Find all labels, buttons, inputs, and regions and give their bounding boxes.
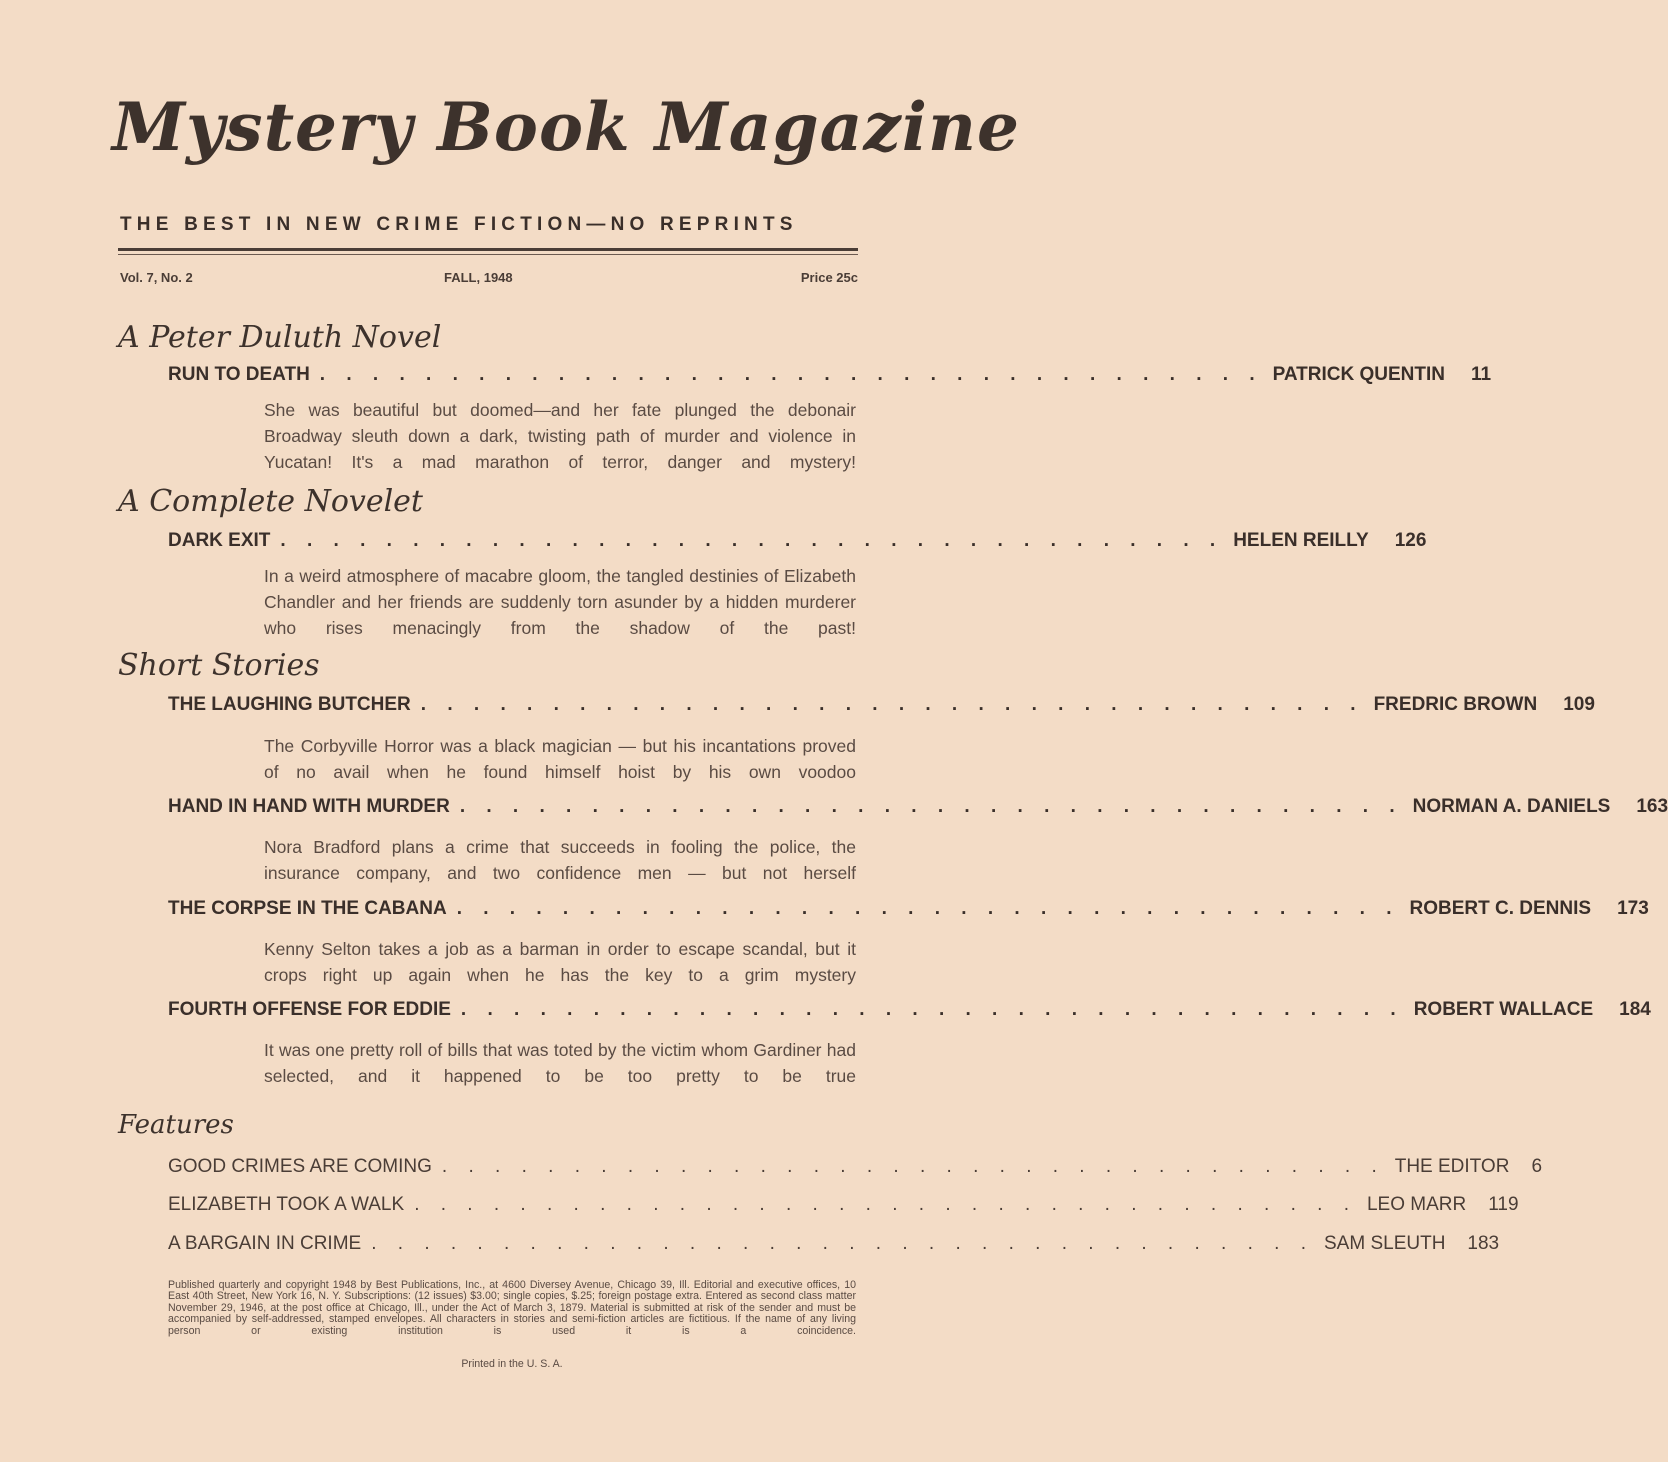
story-title: THE LAUGHING BUTCHER [168,694,411,715]
feature-title: A BARGAIN IN CRIME [168,1233,362,1254]
toc-entry[interactable] [168,999,1651,1021]
volume-number: Vol. 7, No. 2 [120,270,193,285]
toc-entry[interactable] [168,898,1649,920]
story-title: DARK EXIT [168,530,271,551]
divider-rule [118,248,858,251]
story-title: THE CORPSE IN THE CABANA [168,898,447,919]
leader-dots: . . . . . . . . . . . . . . . . . . . . . . . . . . . . . . . . . . . . [459,796,1403,817]
leader-dots: . . . . . . . . . . . . . . . . . . . . . . . . . . . . . . . . . . . . [420,694,1364,715]
page-number: 11 [1471,364,1492,385]
leader-dots: . . . . . . . . . . . . . . . . . . . . . . . . . . . . . . . . . . . . [460,999,1404,1020]
page-number: 184 [1619,999,1651,1020]
author-name: LEO MARR [1366,1194,1467,1215]
author-name: ROBERT C. DENNIS [1409,898,1592,919]
leader-dots: . . . . . . . . . . . . . . . . . . . . . . . . . . . . . . . . . . . . [441,1156,1385,1177]
story-blurb: She was beautiful but doomed—and her fate plunged the debonair Broadway sleuth down a dark, twisting path of murder and violence in Yucatan! It's a mad marathon of terror, danger and mystery! [264,400,856,472]
toc-entry[interactable] [168,796,1668,818]
section-heading-novel: A Peter Duluth Novel [118,320,442,355]
section-heading-novelet: A Complete Novelet [118,484,423,519]
story-blurb: Nora Bradford plans a crime that succeeds in fooling the police, the insurance company, and two confidence men — but not herself [264,837,856,883]
story-blurb: Kenny Selton takes a job as a barman in order to escape scandal, but it crops right up again when he has the key to a grim mystery [264,939,856,985]
leader-dots: . . . . . . . . . . . . . . . . . . . . . . . . . . . . . . . . . . . . [414,1194,1357,1215]
section-heading-features: Features [118,1110,234,1140]
price: Price 25c [800,270,858,285]
leader-dots: . . . . . . . . . . . . . . . . . . . . . . . . . . . . . . . . . . . . [280,530,1224,551]
feature-title: GOOD CRIMES ARE COMING [168,1156,432,1177]
page-number: 119 [1488,1194,1519,1215]
author-name: FREDRIC BROWN [1373,694,1538,715]
leader-dots: . . . . . . . . . . . . . . . . . . . . . . . . . . . . . . . . . . . . [319,364,1263,385]
toc-entry[interactable] [168,530,1427,552]
story-title: HAND IN HAND WITH MURDER [168,796,450,817]
story-blurb: In a weird atmosphere of macabre gloom, the tangled destinies of Elizabeth Chandler and her friends are suddenly torn asunder by a hidden murderer who rises menacingly from the shadow of the past! [264,566,856,638]
section-heading-short-stories: Short Stories [118,648,320,683]
author-name: HELEN REILLY [1233,530,1369,551]
issue-date: FALL, 1948 [444,270,513,285]
page-number: 163 [1636,796,1668,817]
magazine-title: Mystery Book Magazine [112,88,1020,166]
leader-dots: . . . . . . . . . . . . . . . . . . . . . . . . . . . . . . . . . . . . [371,1233,1314,1254]
page-number: 183 [1467,1233,1500,1254]
author-name: NORMAN A. DANIELS [1412,796,1611,817]
publication-notice: Published quarterly and copyright 1948 by Best Publications, Inc., at 4600 Diversey Avenue, Chicago 39, Ill. Editorial and executive offices, 10 East 40th Street, New York 16, N. Y. Subscriptions: (12 issues) $3.00; single copies, $.25; foreign postage extra. Entered as second class matter November 29, 1946, at the post office at Chicago, Ill., under the Act of March 3, 1879. Material is submitted at risk of the sender and must be accompanied by self-addressed, stamped envelopes. All characters in stories and semi-fiction articles are fictitious. If the name of any living person or existing institution is used it is a coincidence. [168,1279,856,1337]
story-title: FOURTH OFFENSE FOR EDDIE [168,999,451,1020]
page-number: 6 [1531,1156,1543,1177]
feature-title: ELIZABETH TOOK A WALK [168,1194,405,1215]
printed-in-notice: Printed in the U. S. A. [461,1358,563,1370]
author-name: SAM SLEUTH [1324,1233,1446,1254]
story-blurb: It was one pretty roll of bills that was toted by the victim whom Gardiner had selected, and it happened to be too pretty to be true [264,1040,856,1086]
toc-entry[interactable] [168,364,1492,386]
story-blurb: The Corbyville Horror was a black magician — but his incantations proved of no avail when he found himself hoist by his own voodoo [264,736,856,782]
page-number: 173 [1617,898,1649,919]
page-number: 109 [1563,694,1595,715]
feature-entry[interactable] [168,1194,1519,1216]
tagline: THE BEST IN NEW CRIME FICTION—NO REPRINTS [120,214,798,235]
leader-dots: . . . . . . . . . . . . . . . . . . . . . . . . . . . . . . . . . . . . [456,898,1400,919]
author-name: PATRICK QUENTIN [1272,364,1445,385]
author-name: THE EDITOR [1394,1156,1510,1177]
author-name: ROBERT WALLACE [1413,999,1594,1020]
story-title: RUN TO DEATH [168,364,310,385]
page-number: 126 [1394,530,1427,551]
toc-entry[interactable] [168,694,1595,716]
feature-entry[interactable] [168,1156,1543,1178]
divider-rule-thin [118,254,858,255]
feature-entry[interactable] [168,1233,1500,1255]
